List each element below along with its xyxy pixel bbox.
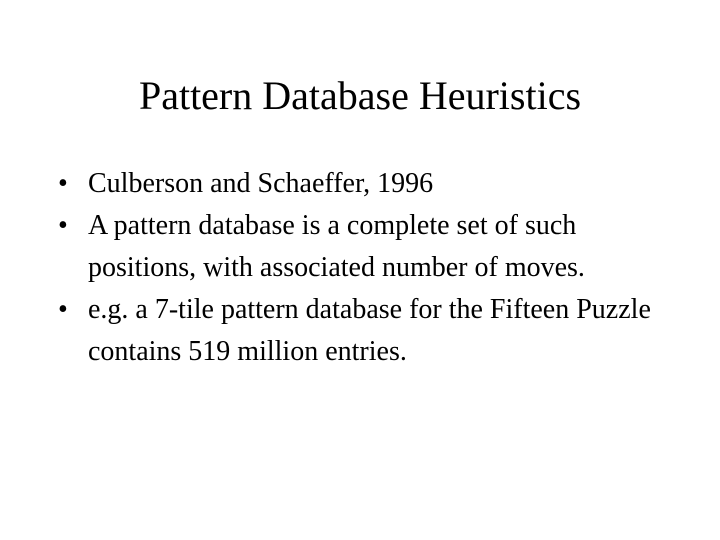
bullet-text: Culberson and Schaeffer, 1996: [88, 168, 434, 199]
bullet-list: [58, 163, 678, 373]
bullet-text: e.g. a 7-tile pattern database for the Fifteen Puzzle contains 519 million entries.: [88, 294, 651, 367]
bullet-marker: •: [58, 294, 68, 325]
bullet-text: A pattern database is a complete set of such positions, with associated number of moves.: [88, 210, 585, 283]
bullet-marker: •: [58, 168, 68, 199]
bullet-item: [58, 205, 678, 289]
bullet-item: [58, 163, 678, 205]
bullet-item: [58, 289, 678, 373]
slide-title: Pattern Database Heuristics: [138, 73, 582, 118]
bullet-marker: •: [58, 210, 68, 241]
